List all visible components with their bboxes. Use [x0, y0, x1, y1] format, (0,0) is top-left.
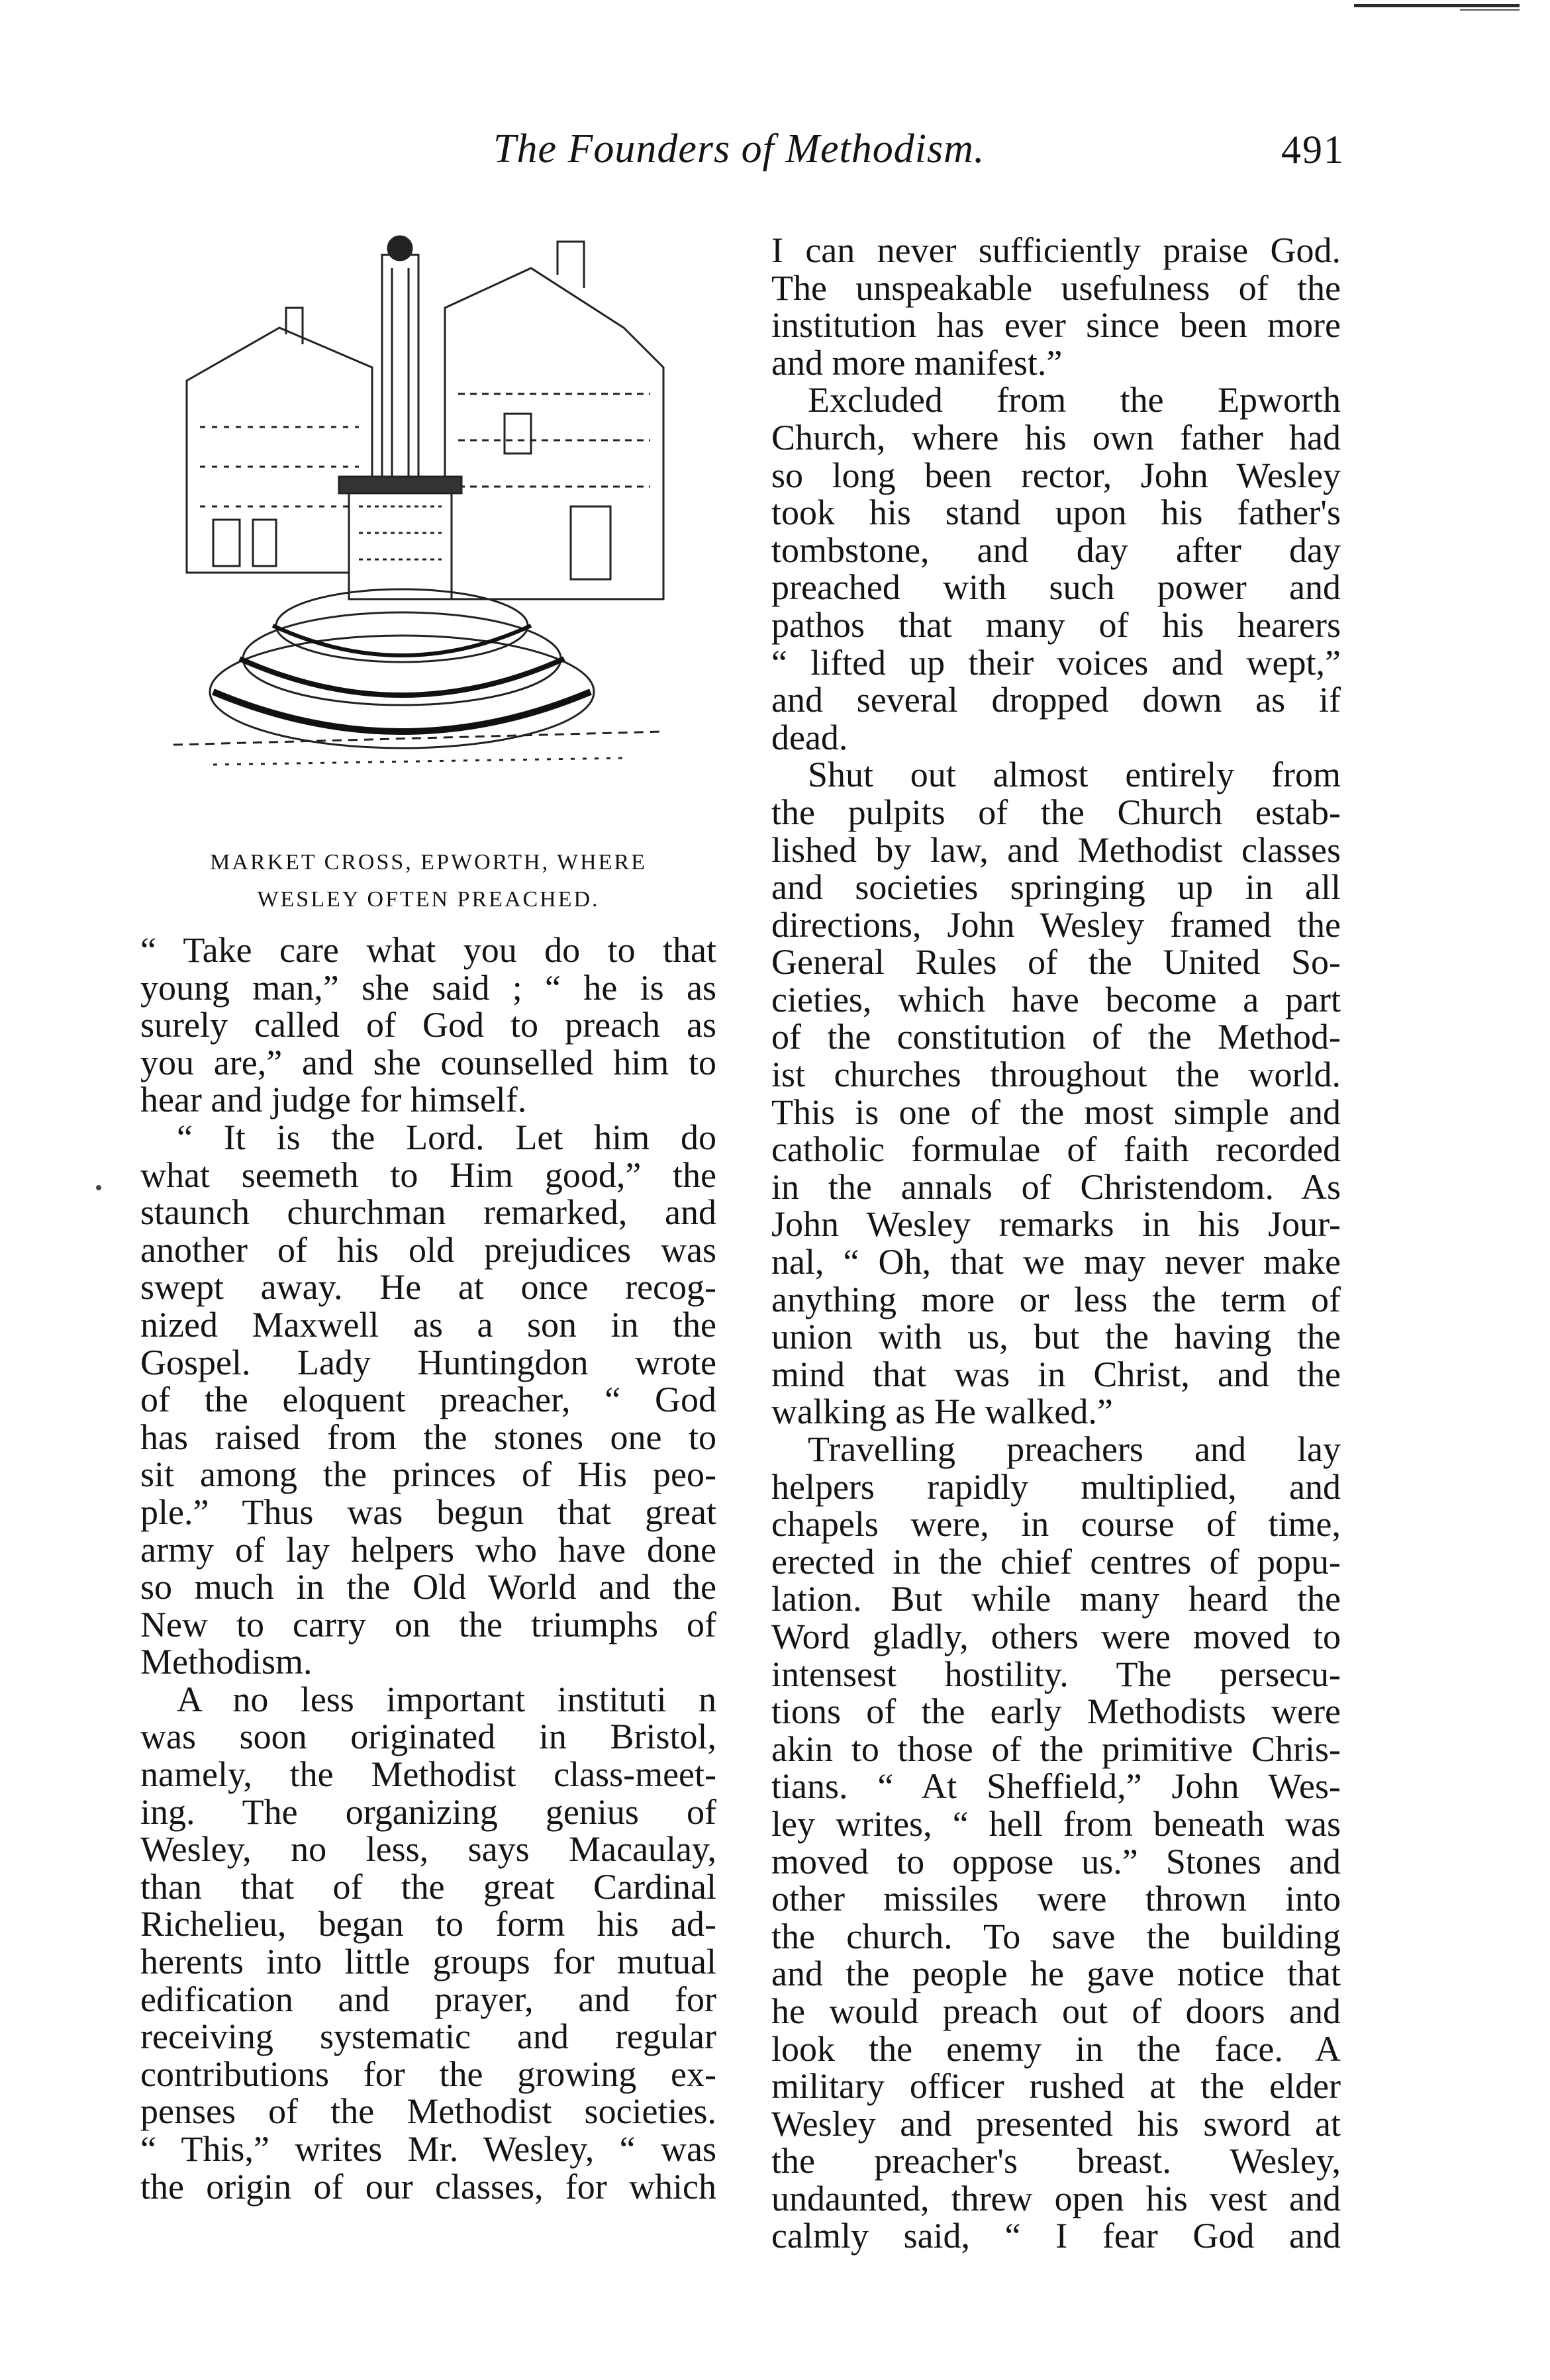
text-line: he would preach out of doors and	[771, 1991, 1341, 2031]
text-line: look the enemy in the face. A	[771, 2028, 1341, 2069]
text-line: Church, where his own father had	[771, 417, 1341, 457]
text-line: tombstone, and day after day	[771, 530, 1341, 570]
text-line: of the constitution of the Method-	[771, 1017, 1341, 1057]
text-line: cieties, which have become a part	[771, 979, 1341, 1020]
top-edge-rule-thin	[1460, 9, 1520, 11]
text-line: intensest hostility. The persecu-	[771, 1654, 1341, 1694]
text-line: walking as He walked.”	[771, 1392, 1113, 1432]
text-line: New to carry on the triumphs of	[140, 1604, 716, 1644]
text-line: union with us, but the having the	[771, 1317, 1341, 1357]
left-column	[140, 228, 716, 2205]
text-line: what seemeth to Him good,” the	[140, 1155, 716, 1195]
text-line: Richelieu, began to form his ad-	[140, 1904, 716, 1944]
text-line: Excluded from the Epworth	[808, 380, 1341, 420]
text-line: lished by law, and Methodist classes	[771, 830, 1341, 870]
text-line: dead.	[771, 717, 848, 757]
text-line: ing. The organizing genius of	[140, 1791, 716, 1832]
text-line: military officer rushed at the elder	[771, 2066, 1341, 2107]
page-number: 491	[1281, 128, 1345, 171]
text-line: John Wesley remarks in his Jour-	[771, 1204, 1341, 1245]
text-line: Travelling preachers and lay	[808, 1429, 1341, 1469]
text-line: took his stand upon his father's	[771, 493, 1341, 533]
text-line: directions, John Wesley framed the	[771, 904, 1341, 945]
text-line: lation. But while many heard the	[771, 1579, 1341, 1619]
text-line: in the annals of Christendom. As	[771, 1166, 1341, 1207]
text-line: Gospel. Lady Huntingdon wrote	[140, 1342, 716, 1382]
text-line: pathos that many of his hearers	[771, 604, 1341, 645]
text-line: preached with such power and	[771, 567, 1341, 608]
text-line: the preacher's breast. Wesley,	[771, 2141, 1341, 2181]
text-line: mind that was in Christ, and the	[771, 1354, 1341, 1394]
text-line: contributions for the growing ex-	[140, 2054, 716, 2094]
text-line: and the people he gave notice that	[771, 1954, 1341, 1994]
text-line: Wesley, no less, says Macaulay,	[140, 1829, 716, 1870]
text-line: hear and judge for himself.	[140, 1080, 527, 1120]
text-line: swept away. He at once recog-	[140, 1267, 716, 1308]
market-cross-illustration	[140, 228, 716, 844]
text-line: ple.” Thus was begun that great	[140, 1492, 716, 1532]
text-line: another of his old prejudices was	[140, 1229, 716, 1270]
text-line: of the eloquent preacher, “ God	[140, 1380, 716, 1420]
text-line: tians. “ At Sheffield,” John Wes-	[771, 1766, 1341, 1807]
text-line: tions of the early Methodists were	[771, 1691, 1341, 1732]
text-line: calmly said, “ I fear God and	[771, 2216, 1341, 2256]
text-line: ley writes, “ hell from beneath was	[771, 1803, 1341, 1844]
text-line: has raised from the stones one to	[140, 1417, 716, 1457]
text-line: and several dropped down as if	[771, 680, 1341, 720]
right-column	[771, 232, 1341, 2255]
text-line: This is one of the most simple and	[771, 1092, 1341, 1132]
text-line: the origin of our classes, for which	[140, 2166, 716, 2207]
text-line: anything more or less the term of	[771, 1279, 1341, 1319]
text-line: “ lifted up their voices and wept,”	[771, 642, 1341, 683]
text-line: Methodism.	[140, 1642, 313, 1682]
text-line: namely, the Methodist class-meet-	[140, 1754, 716, 1795]
text-line: “ This,” writes Mr. Wesley, “ was	[140, 2129, 716, 2169]
text-line: Word gladly, others were moved to	[771, 1616, 1341, 1656]
text-line: other missiles were thrown into	[771, 1879, 1341, 1919]
text-line: erected in the chief centres of popu-	[771, 1541, 1341, 1582]
text-line: ist churches throughout the world.	[771, 1055, 1341, 1095]
text-line: staunch churchman remarked, and	[140, 1192, 716, 1233]
text-line: surely called of God to preach as	[140, 1005, 716, 1045]
text-line: nized Maxwell as a son in the	[140, 1304, 716, 1345]
text-line: young man,” she said ; “ he is as	[140, 967, 716, 1008]
text-line: was soon originated in Bristol,	[140, 1717, 716, 1757]
engraving	[160, 228, 690, 824]
text-line: army of lay helpers who have done	[140, 1529, 716, 1570]
text-line: A no less important instituti n	[177, 1679, 716, 1719]
text-line: edification and prayer, and for	[140, 1979, 716, 2019]
text-line: sit among the princes of His peo-	[140, 1454, 716, 1495]
text-line: herents into little groups for mutual	[140, 1942, 716, 1982]
text-line: I can never sufficiently praise God.	[771, 230, 1341, 270]
text-line: the pulpits of the Church estab-	[771, 792, 1341, 832]
caption-line-1: MARKET CROSS, EPWORTH, WHERE	[210, 850, 647, 875]
text-line: catholic formulae of faith recorded	[771, 1129, 1341, 1170]
text-line: moved to oppose us.” Stones and	[771, 1841, 1341, 1881]
text-line: nal, “ Oh, that we may never make	[771, 1242, 1341, 1282]
text-line: penses of the Methodist societies.	[140, 2091, 716, 2132]
text-line: “ Take care what you do to that	[140, 930, 716, 970]
text-line: the church. To save the building	[771, 1916, 1341, 1956]
text-line: than that of the great Cardinal	[140, 1866, 716, 1907]
text-line: receiving systematic and regular	[140, 2017, 716, 2057]
top-edge-rule	[1354, 4, 1520, 7]
text-line: General Rules of the United So-	[771, 942, 1341, 982]
text-line: undaunted, threw open his vest and	[771, 2178, 1341, 2218]
text-line: you are,” and she counselled him to	[140, 1042, 716, 1082]
text-line: Shut out almost entirely from	[808, 755, 1341, 795]
text-line: “ It is the Lord. Let him do	[177, 1117, 716, 1157]
text-line: The unspeakable usefulness of the	[771, 267, 1341, 308]
text-line: chapels were, in course of time,	[771, 1504, 1341, 1545]
text-line: institution has ever since been more	[771, 305, 1341, 346]
text-line: so much in the Old World and the	[140, 1567, 716, 1607]
text-line: so long been rector, John Wesley	[771, 455, 1341, 495]
text-line: helpers rapidly multiplied, and	[771, 1466, 1341, 1507]
figure-caption	[140, 844, 716, 918]
running-title: The Founders of Methodism.	[493, 126, 985, 171]
text-line: and more manifest.”	[771, 342, 1063, 383]
margin-dot	[96, 1185, 101, 1190]
left-text	[140, 931, 716, 2205]
text-line: and societies springing up in all	[771, 867, 1341, 908]
caption-line-2: WESLEY OFTEN PREACHED.	[257, 887, 600, 912]
text-line: akin to those of the primitive Chris-	[771, 1729, 1341, 1769]
text-line: Wesley and presented his sword at	[771, 2103, 1341, 2144]
